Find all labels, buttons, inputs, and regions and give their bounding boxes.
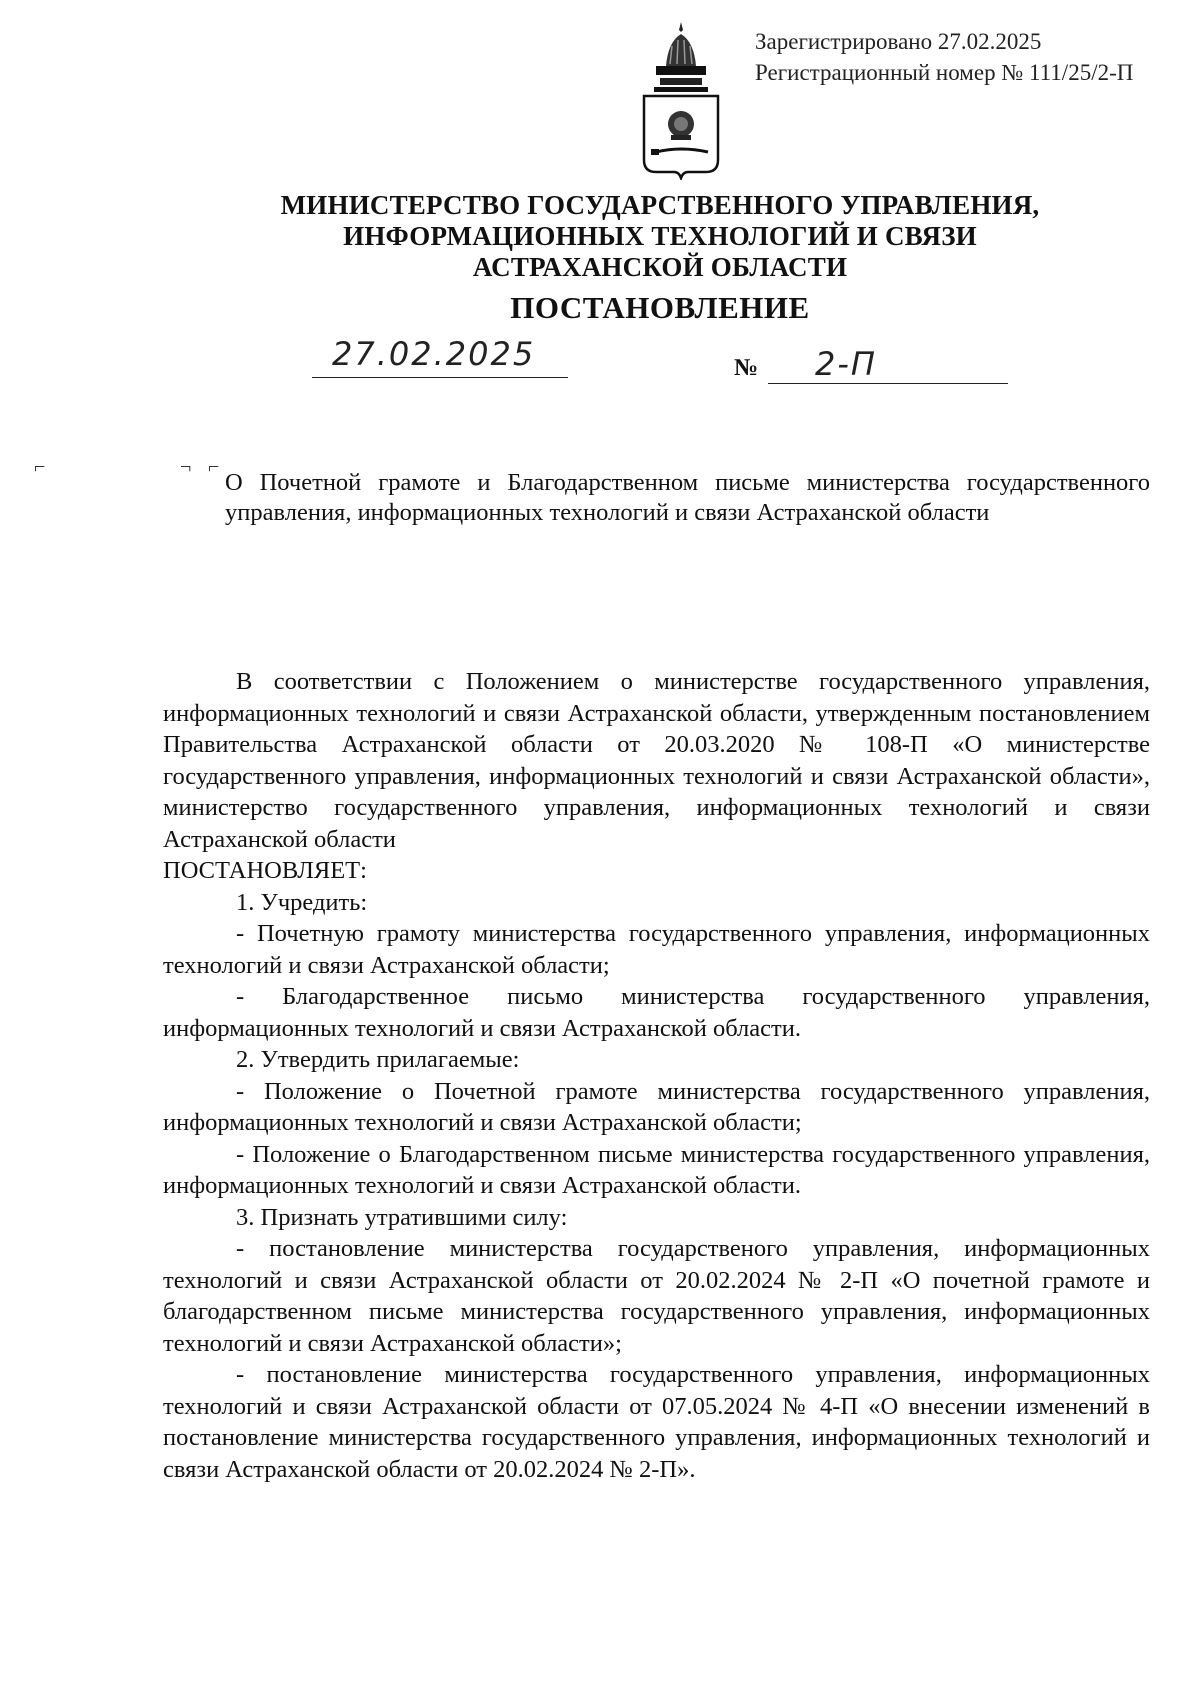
document-body: [163, 666, 1150, 1485]
item-3-title: 3. Признать утратившими силу:: [236, 1203, 568, 1231]
ministry-name: [120, 190, 1200, 283]
document-date: 27.02.2025: [332, 335, 536, 373]
item-2-title: 2. Утвердить прилагаемые:: [236, 1046, 520, 1073]
astrakhan-coat-of-arms-icon: [636, 20, 726, 180]
resolves-heading: ПОСТАНОВЛЯЕТ:: [163, 857, 367, 884]
number-label: №: [734, 355, 759, 381]
document-subject: О Почетной грамоте и Благодарственном письме министерства государственного управления, информационных технологий и связи Астраханской области: [225, 469, 1150, 526]
ministry-line-1: МИНИСТЕРСТВО ГОСУДАРСТВЕННОГО УПРАВЛЕНИЯ,: [280, 190, 1040, 220]
registration-number: Регистрационный номер № 111/25/2-П: [755, 60, 1134, 85]
corner-mark-left: ⌐: [34, 456, 46, 478]
item-3-b: - постановление министерства государственного управления, информационных технологий и связи Астраханской области от 07.05.2024 № 4-П «О внесении изменений в постановление министерства государственного управления, информационных технологий и связи Астраханской области от 20.02.2024 № 2-П».: [163, 1361, 1150, 1483]
item-1-a: - Почетную грамоту министерства государственного управления, информационных технологий и связи Астраханской области;: [163, 920, 1150, 979]
item-1-b: - Благодарственное письмо министерства государственного управления, информационных технологий и связи Астраханской области.: [163, 983, 1150, 1042]
preamble: В соответствии с Положением о министерстве государственного управления, информационных технологий и связи Астраханской области, утвержденным постановлением Правительства Астраханской области от 20.03.2020 № 108-П «О министерстве государственного управления, информационных технологий и связи Астраханской области», министерство государственного управления, информационных технологий и связи Астраханской области: [163, 668, 1150, 853]
ministry-line-3: АСТРАХАНСКОЙ ОБЛАСТИ: [472, 252, 848, 282]
item-1-title: 1. Учредить:: [236, 888, 368, 916]
registration-date: Зарегистрировано 27.02.2025: [755, 29, 1042, 54]
item-2-a: - Положение о Почетной грамоте министерства государственного управления, информационных технологий и связи Астраханской области;: [163, 1077, 1150, 1136]
registration-stamp: [755, 26, 1133, 88]
ministry-line-2: ИНФОРМАЦИОННЫХ ТЕХНОЛОГИЙ И СВЯЗИ: [343, 221, 977, 251]
corner-mark-right: ¬: [180, 456, 192, 478]
date-underline: [312, 377, 568, 378]
document-type: ПОСТАНОВЛЕНИЕ: [510, 290, 810, 325]
corner-mark-subject: ⌐: [208, 456, 220, 478]
item-2-b: - Положение о Благодарственном письме министерства государственного управления, информационных технологий и связи Астраханской области.: [163, 1140, 1150, 1199]
document-number: 2-П: [815, 345, 877, 383]
item-3-a: - постановление министерства государственого управления, информационных технологий и связи Астраханской области от 20.02.2024 № 2-П «О почетной грамоте и благодарственном письме министерства государственного управления, информационных технологий и связи Астраханской области»;: [163, 1235, 1150, 1357]
number-underline: [768, 383, 1008, 384]
